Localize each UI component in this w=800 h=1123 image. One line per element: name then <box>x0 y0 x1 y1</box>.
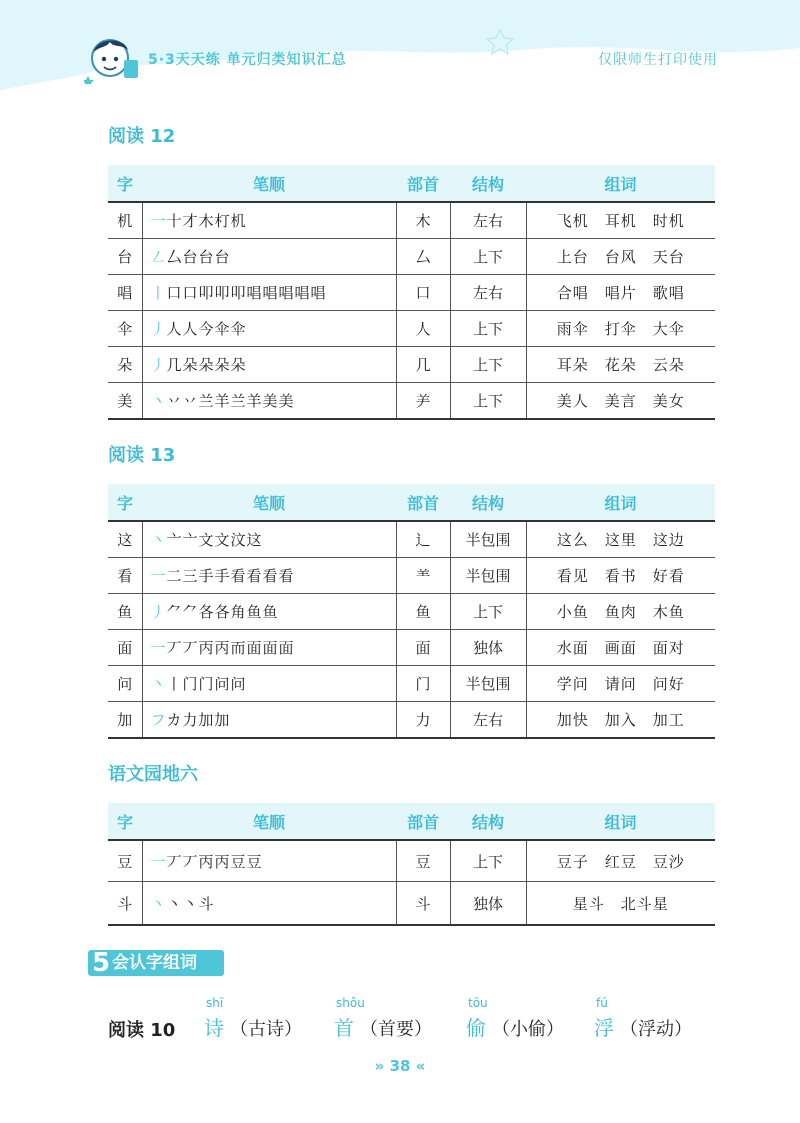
cell-strokes: フカ力加加 <box>142 702 396 739</box>
pinyin: fú <box>596 996 608 1010</box>
banner-number: 5 <box>92 948 111 978</box>
cell-char: 伞 <box>108 311 142 347</box>
cell-words: 飞机 耳机 时机 <box>526 202 715 239</box>
cell-structure: 左右 <box>450 702 526 739</box>
cell-radical: 人 <box>396 311 450 347</box>
cell-strokes: 丨口口叩叩叩唱唱唱唱唱 <box>142 275 396 311</box>
right-arrow-icon: « <box>415 1057 426 1075</box>
column-header-structure: 结构 <box>450 803 526 840</box>
column-header-strokes: 笔顺 <box>142 165 396 202</box>
vocab-item <box>466 996 564 1041</box>
vocab-char: 诗 <box>204 1016 224 1040</box>
vocab-item <box>334 996 432 1041</box>
vocab-word: （首要） <box>360 1019 432 1040</box>
cell-words: 合唱 唱片 歌唱 <box>526 275 715 311</box>
cell-radical: 斗 <box>396 882 450 926</box>
pinyin: tōu <box>468 996 488 1010</box>
first-stroke: フ <box>150 711 167 729</box>
first-stroke: ㇜ <box>150 248 167 266</box>
vocab-word: （小偷） <box>492 1019 564 1040</box>
cell-structure: 左右 <box>450 275 526 311</box>
cell-char: 问 <box>108 666 142 702</box>
vocab-item <box>204 996 302 1041</box>
first-stroke: 一 <box>150 852 167 871</box>
cell-structure: 上下 <box>450 239 526 275</box>
cell-words: 看见 看书 好看 <box>526 558 715 594</box>
column-header-char: 字 <box>108 165 142 202</box>
table-header-row <box>108 484 715 521</box>
cell-structure: 上下 <box>450 840 526 882</box>
cell-strokes: 丿几朵朵朵朵 <box>142 347 396 383</box>
cell-words: 豆子 红豆 豆沙 <box>526 840 715 882</box>
column-header-words: 组词 <box>526 484 715 521</box>
cell-radical: 鱼 <box>396 594 450 630</box>
cell-radical: ⺷ <box>396 558 450 594</box>
usage-note: 仅限师生打印使用 <box>598 52 718 68</box>
cell-structure: 独体 <box>450 882 526 926</box>
character-table <box>108 484 715 739</box>
cell-strokes: 丶亠亠文文汶这 <box>142 521 396 558</box>
vocab-label: 阅读 10 <box>108 1020 176 1041</box>
first-stroke: 丶 <box>150 531 167 549</box>
cell-char: 看 <box>108 558 142 594</box>
character-table <box>108 803 715 926</box>
cell-words: 美人 美言 美女 <box>526 383 715 420</box>
cell-structure: 半包围 <box>450 558 526 594</box>
cell-strokes: 丶丷丷兰羊兰羊美美 <box>142 383 396 420</box>
section-title: 阅读 13 <box>108 445 176 466</box>
table-row <box>108 594 715 630</box>
column-header-words: 组词 <box>526 165 715 202</box>
brand-title: 5·3天天练 单元归类知识汇总 <box>148 52 347 68</box>
table-header-row <box>108 165 715 202</box>
cell-words: 这么 这里 这边 <box>526 521 715 558</box>
section-banner <box>88 950 224 976</box>
table-row <box>108 383 715 420</box>
vocab-word: （浮动） <box>620 1019 692 1040</box>
cell-words: 学问 请问 问好 <box>526 666 715 702</box>
cell-char: 朵 <box>108 347 142 383</box>
column-header-char: 字 <box>108 803 142 840</box>
cell-radical: 力 <box>396 702 450 739</box>
first-stroke: 丶 <box>150 675 167 693</box>
cell-char: 豆 <box>108 840 142 882</box>
cell-radical: 木 <box>396 202 450 239</box>
table-row <box>108 347 715 383</box>
cell-structure: 上下 <box>450 594 526 630</box>
column-header-structure: 结构 <box>450 484 526 521</box>
vocab-char: 浮 <box>594 1016 614 1040</box>
cell-strokes: 一丆丆丙丙而面面面 <box>142 630 396 666</box>
vocab-word: （古诗） <box>230 1019 302 1040</box>
table-header-row <box>108 803 715 840</box>
table-row <box>108 239 715 275</box>
table-row <box>108 882 715 926</box>
cell-structure: 半包围 <box>450 521 526 558</box>
column-header-strokes: 笔顺 <box>142 803 396 840</box>
cell-strokes: 一二三手手看看看看 <box>142 558 396 594</box>
cell-words: 小鱼 鱼肉 木鱼 <box>526 594 715 630</box>
cell-words: 上台 台风 天台 <box>526 239 715 275</box>
table-row <box>108 558 715 594</box>
first-stroke: 丿 <box>150 603 167 621</box>
column-header-radical: 部首 <box>396 165 450 202</box>
page-number <box>372 1057 428 1075</box>
cell-structure: 上下 <box>450 311 526 347</box>
cell-words: 水面 画面 面对 <box>526 630 715 666</box>
cell-strokes: 丿⺈⺈各各角鱼鱼 <box>142 594 396 630</box>
page-number-text: 38 <box>389 1057 411 1075</box>
first-stroke: 一 <box>150 212 167 230</box>
cell-structure: 上下 <box>450 347 526 383</box>
cell-structure: 独体 <box>450 630 526 666</box>
vocab-item <box>594 996 692 1041</box>
cell-radical: 口 <box>396 275 450 311</box>
cell-strokes: 丶丶丶斗 <box>142 882 396 926</box>
cell-char: 鱼 <box>108 594 142 630</box>
table-row <box>108 311 715 347</box>
table-row <box>108 840 715 882</box>
cell-structure: 半包围 <box>450 666 526 702</box>
cell-char: 面 <box>108 630 142 666</box>
first-stroke: 丿 <box>150 356 167 374</box>
cell-radical: 几 <box>396 347 450 383</box>
cell-strokes: 丶丨门门问问 <box>142 666 396 702</box>
cell-char: 加 <box>108 702 142 739</box>
cell-char: 机 <box>108 202 142 239</box>
cell-words: 星斗 北斗星 <box>526 882 715 926</box>
column-header-radical: 部首 <box>396 484 450 521</box>
column-header-strokes: 笔顺 <box>142 484 396 521</box>
first-stroke: 丨 <box>150 284 167 302</box>
cell-char: 这 <box>108 521 142 558</box>
cell-words: 耳朵 花朵 云朵 <box>526 347 715 383</box>
first-stroke: 丶 <box>150 894 167 913</box>
cell-radical: 面 <box>396 630 450 666</box>
column-header-structure: 结构 <box>450 165 526 202</box>
table-row <box>108 202 715 239</box>
table-row <box>108 666 715 702</box>
cell-strokes: 丿人人今伞伞 <box>142 311 396 347</box>
cell-radical: 厶 <box>396 239 450 275</box>
cell-char: 美 <box>108 383 142 420</box>
cell-radical: 豆 <box>396 840 450 882</box>
cell-strokes: ㇜厶台台台 <box>142 239 396 275</box>
cell-words: 雨伞 打伞 大伞 <box>526 311 715 347</box>
first-stroke: 丶 <box>150 392 167 410</box>
column-header-char: 字 <box>108 484 142 521</box>
cell-strokes: 一十才木朾机 <box>142 202 396 239</box>
table-row <box>108 630 715 666</box>
left-arrow-icon: » <box>374 1057 385 1075</box>
table-row <box>108 275 715 311</box>
column-header-words: 组词 <box>526 803 715 840</box>
vocab-char: 偷 <box>466 1016 486 1040</box>
banner-text: 会认字组词 <box>112 953 197 973</box>
vocab-char: 首 <box>334 1016 354 1040</box>
cell-words: 加快 加入 加工 <box>526 702 715 739</box>
first-stroke: 一 <box>150 567 167 585</box>
cell-radical: 辶 <box>396 521 450 558</box>
section-title: 阅读 12 <box>108 126 176 147</box>
character-table <box>108 165 715 420</box>
section-title: 语文园地六 <box>108 764 198 785</box>
cell-radical: ⺶ <box>396 383 450 420</box>
first-stroke: 一 <box>150 639 167 657</box>
vocab-row <box>108 996 728 1046</box>
cell-strokes: 一丆丆丙丙豆豆 <box>142 840 396 882</box>
cell-char: 斗 <box>108 882 142 926</box>
cell-char: 唱 <box>108 275 142 311</box>
cell-structure: 上下 <box>450 383 526 420</box>
column-header-radical: 部首 <box>396 803 450 840</box>
pinyin: shǒu <box>336 996 365 1010</box>
mascot-icon <box>84 32 142 84</box>
table-row <box>108 702 715 739</box>
cell-structure: 左右 <box>450 202 526 239</box>
cell-char: 台 <box>108 239 142 275</box>
pinyin: shī <box>206 996 224 1010</box>
first-stroke: 丿 <box>150 320 167 338</box>
cell-radical: 门 <box>396 666 450 702</box>
table-row <box>108 521 715 558</box>
